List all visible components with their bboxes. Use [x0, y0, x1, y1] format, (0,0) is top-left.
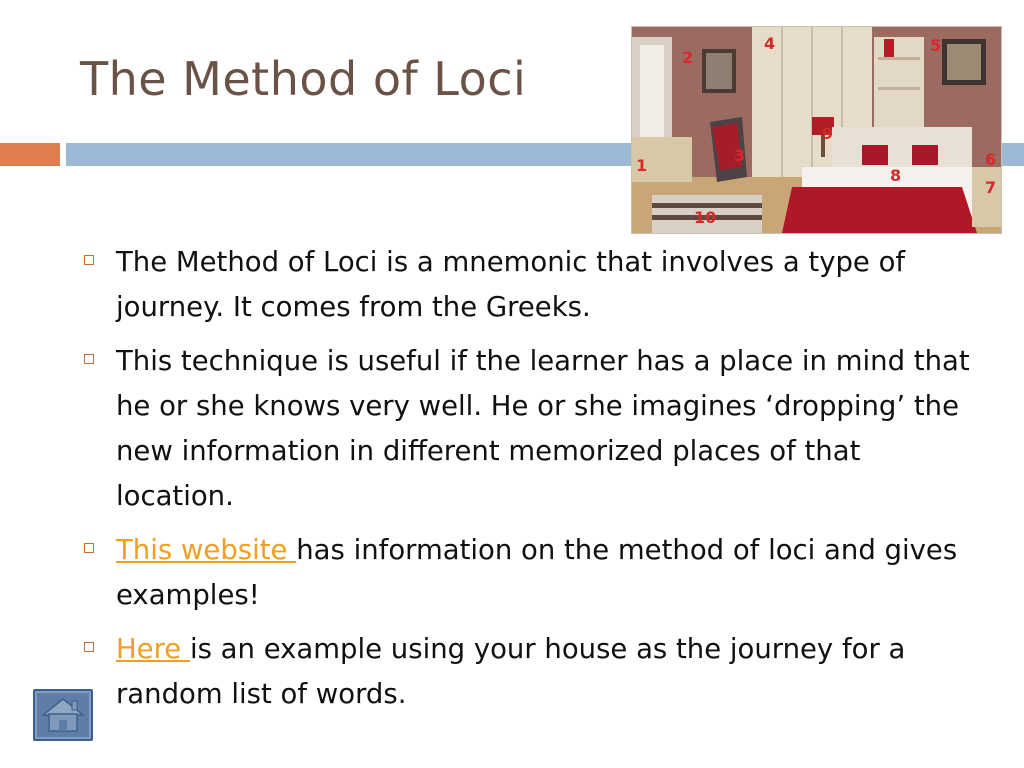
- bullet-text: is an example using your house as the journey for a random list of words.: [116, 633, 906, 710]
- photo-number: 1: [636, 156, 648, 175]
- home-button[interactable]: [33, 689, 93, 741]
- bullet-text: has information on the method of loci and gives examples!: [116, 534, 958, 611]
- website-link[interactable]: This website: [116, 534, 297, 566]
- bullet-item: [84, 528, 984, 618]
- photo-number: 3: [734, 146, 746, 165]
- photo-number: 4: [764, 34, 776, 53]
- photo-number: 10: [694, 208, 717, 227]
- square-bullet-icon: [84, 642, 94, 652]
- bedroom-photo: [631, 26, 1002, 234]
- bedroom-illustration: [632, 27, 1001, 233]
- bullet-list: [84, 240, 984, 726]
- bullet-text: The Method of Loci is a mnemonic that involves a type of journey. It comes from the Greeks.: [116, 246, 906, 323]
- square-bullet-icon: [84, 255, 94, 265]
- accent-band-orange: [0, 143, 60, 166]
- square-bullet-icon: [84, 543, 94, 553]
- photo-number: 7: [985, 178, 997, 197]
- bullet-item: [84, 339, 984, 519]
- photo-number: 5: [930, 36, 942, 55]
- square-bullet-icon: [84, 354, 94, 364]
- photo-number: 2: [682, 48, 694, 67]
- home-icon: [35, 691, 91, 739]
- photo-number: 6: [985, 150, 997, 169]
- slide-title: The Method of Loci: [80, 52, 527, 106]
- bullet-item: [84, 240, 984, 330]
- bullet-item: [84, 627, 984, 717]
- photo-number: 9: [822, 124, 834, 143]
- example-link[interactable]: Here: [116, 633, 190, 665]
- bullet-text: This technique is useful if the learner has a place in mind that he or she knows very well. He or she imagines ‘dropping’ the new information in different memorized places of that location.: [116, 345, 970, 512]
- photo-number: 8: [890, 166, 902, 185]
